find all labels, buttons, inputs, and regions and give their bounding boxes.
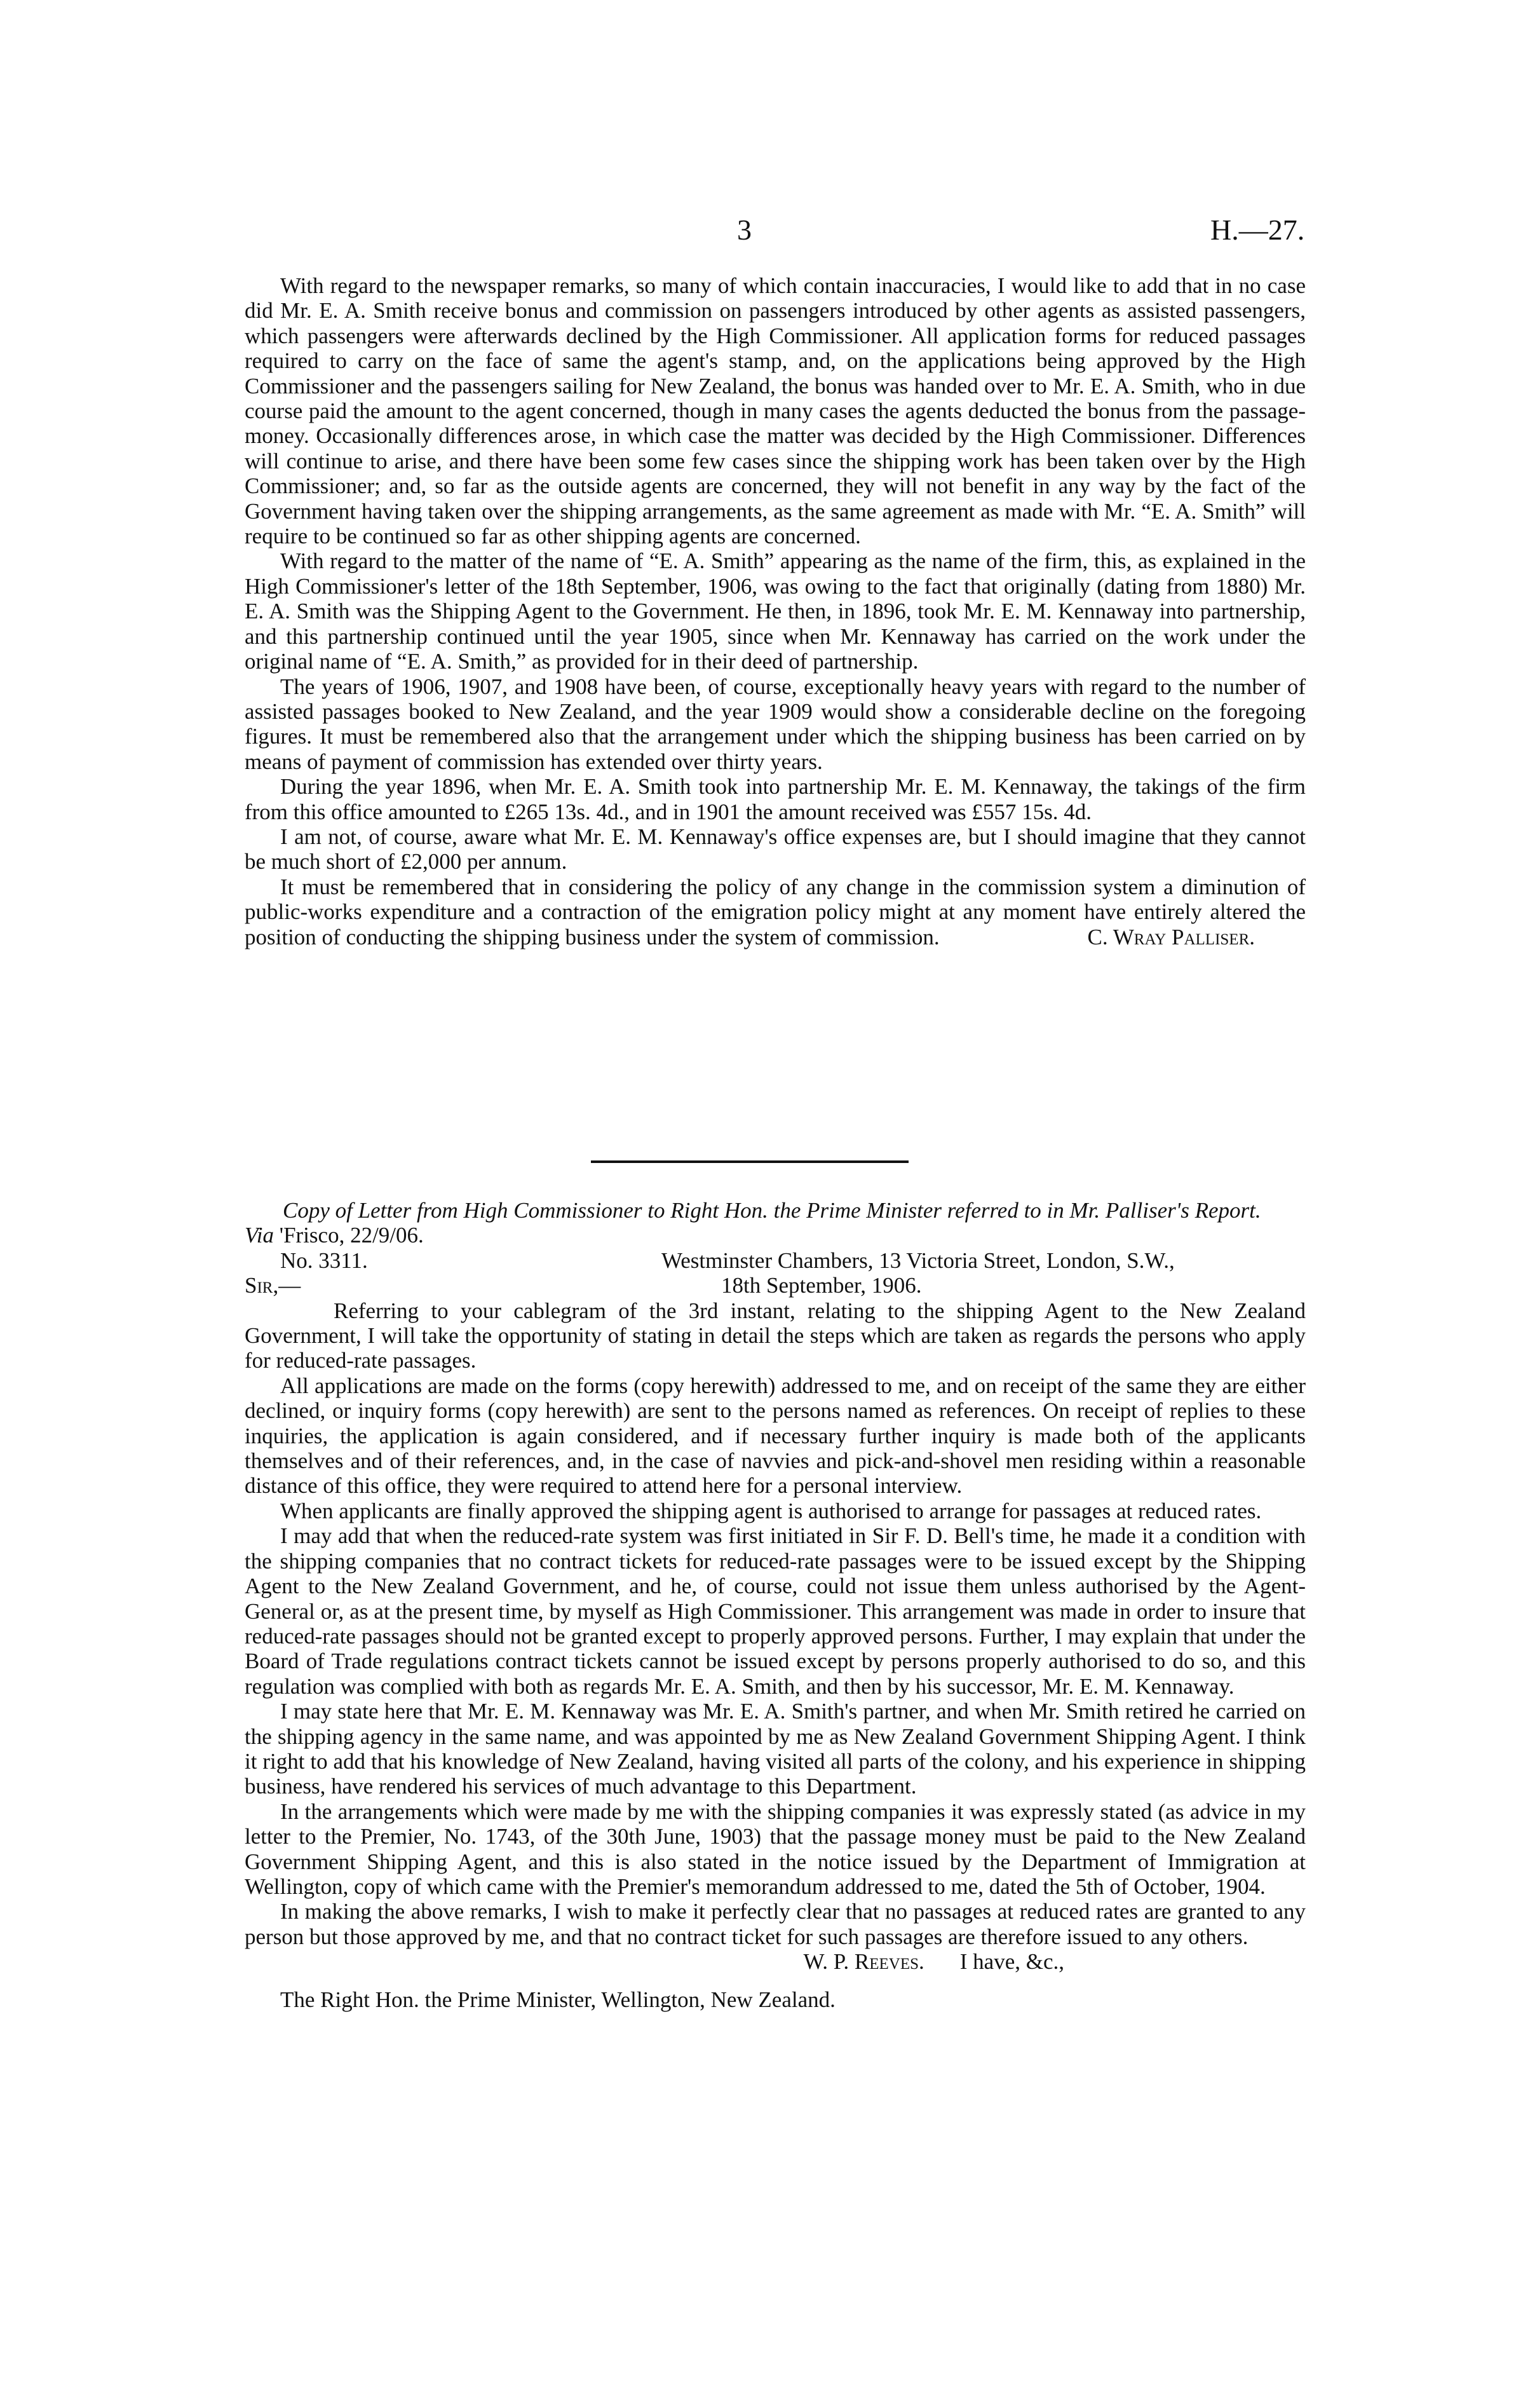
paragraph: When applicants are finally approved the shipping agent is authorised to arrange for passages at reduced rates. — [280, 1498, 1262, 1523]
paragraph: All applications are made on the forms (copy herewith) addressed to me, and on receipt of the same they are either declined, or inquiry forms (copy herewith) are sent to the persons named as references. On receipt of replies to these inquiries, the application is again considered, and if necessary further inquiry is made both of the applicants themselves and of their references, and, in the case of navvies and pick-and-shovel men residing within a reasonable distance of this office, they were required to attend here for a personal interview. — [245, 1373, 1306, 1499]
addressee: The Right Hon. the Prime Minister, Wellington, New Zealand. — [280, 1987, 836, 2012]
letter-caption: Copy of Letter from High Commissioner to Right Hon. the Prime Minister referred to in Mr. Palliser's Report. — [283, 1198, 1261, 1223]
letter-number: No. 3311. — [280, 1248, 368, 1273]
date-row — [245, 1273, 1306, 1298]
page-number: 3 — [737, 214, 752, 246]
via-label: Via — [245, 1223, 274, 1248]
address-row — [245, 1248, 1306, 1273]
paragraph: With regard to the newspaper remarks, so many of which contain inaccuracies, I would like to add that in no case did Mr. E. A. Smith receive bonus and commission on passengers introduced by other agents as assisted passengers, which passengers were afterwards declined by the High Commissioner. All application forms for reduced passages required to carry on the face of same the agent's stamp, and, on the applications being approved by the High Commissioner and the passengers sailing for New Zealand, the bonus was handed over to Mr. E. A. Smith, who in due course paid the amount to the agent concerned, though in many cases the agents deducted the bonus from the passage-money. Occasionally differences arose, in which case the matter was decided by the High Commissioner. Differences will continue to arise, and there have been some few cases since the shipping work has been taken over by the High Commissioner; and, so far as the outside agents are concerned, they will not benefit in any way by the fact of the Government having taken over the shipping arrangements, as the same agreement as made with Mr. “E. A. Smith” will require to be continued so far as other shipping agents are concerned. — [245, 273, 1306, 549]
paragraph — [245, 874, 1306, 949]
paragraph-text: In making the above remarks, I wish to make it perfectly clear that no passages at reduced rates are granted to any person but those approved by me, and that no contract ticket for such passages are therefore issued to any others. — [245, 1899, 1306, 1949]
report-section — [245, 273, 1306, 949]
letter-date: 18th September, 1906. — [721, 1273, 922, 1298]
paragraph-text: It must be remembered that in considering the policy of any change in the commission system a diminution of public-works expenditure and a contraction of the emigration policy might at any moment have entirely altered the position of conducting the shipping business under the system of commission. — [245, 874, 1306, 949]
paragraph: With regard to the matter of the name of “E. A. Smith” appearing as the name of the firm, this, as explained in the High Commissioner's letter of the 18th September, 1906, was owing to the fact that originally (dating from 1880) Mr. E. A. Smith was the Shipping Agent to the Government. He then, in 1896, took Mr. E. M. Kennaway into partnership, and this partnership continued until the year 1905, since when Mr. Kennaway has carried on the work under the original name of “E. A. Smith,” as provided for in their deed of partnership. — [245, 548, 1306, 674]
signature: C. Wray Palliser. — [1087, 924, 1255, 949]
document-reference: H.—27. — [1210, 214, 1305, 246]
signature: W. P. Reeves. — [803, 1949, 924, 1975]
paragraph: I am not, of course, aware what Mr. E. M. Kennaway's office expenses are, but I should imagine that they cannot be much short of £2,000 per annum. — [245, 824, 1306, 874]
paragraph: The years of 1906, 1907, and 1908 have been, of course, exceptionally heavy years with regard to the number of assisted passages booked to New Zealand, and the year 1909 would show a considerable decline on the foregoing figures. It must be remembered also that the arrangement under which the shipping business has been carried on by means of payment of commission has extended over thirty years. — [245, 674, 1306, 774]
paragraph: Referring to your cablegram of the 3rd instant, relating to the shipping Agent to the New Zealand Government, I will take the opportunity of stating in detail the steps which are taken as regards the persons who apply for reduced-rate passages. — [245, 1298, 1306, 1373]
via-text: 'Frisco, 22/9/06. — [279, 1223, 424, 1248]
divider — [591, 1160, 909, 1163]
paragraph: I may state here that Mr. E. M. Kennaway was Mr. E. A. Smith's partner, and when Mr. Smith retired he carried on the shipping agency in the same name, and was appointed by me as New Zealand Government Shipping Agent. I think it right to add that his knowledge of New Zealand, having visited all parts of the colony, and his experience in shipping business, have rendered his services of much advantage to this Department. — [245, 1699, 1306, 1799]
via-line — [245, 1223, 1306, 1248]
salutation: Sir,— — [245, 1273, 301, 1298]
paragraph: In the arrangements which were made by me with the shipping companies it was expressly stated (as advice in my letter to the Premier, No. 1743, of the 30th June, 1903) that the passage money must be paid to the New Zealand Government Shipping Agent, and this is also stated in the notice issued by the Department of Immigration at Wellington, copy of which came with the Premier's memorandum addressed to me, dated the 5th of October, 1904. — [245, 1799, 1306, 1899]
sender-address: Westminster Chambers, 13 Victoria Street, London, S.W., — [661, 1248, 1175, 1273]
closing: I have, &c., — [959, 1949, 1064, 1975]
paragraph: I may add that when the reduced-rate system was first initiated in Sir F. D. Bell's time, he made it a condition with the shipping companies that no contract tickets for reduced-rate passages were to be issued except by the Shipping Agent to the New Zealand Government, and he, of course, could not issue them unless authorised by the Agent-General or, as at the present time, by myself as High Commissioner. This arrangement was made in order to insure that reduced-rate passages should not be granted except to properly approved persons. Further, I may explain that under the Board of Trade regulations contract tickets cannot be issued except by persons properly authorised to do so, and this regulation was complied with both as regards Mr. E. A. Smith, and then by his successor, Mr. E. M. Kennaway. — [245, 1523, 1306, 1699]
letter-section — [245, 1198, 1306, 2012]
paragraph: During the year 1896, when Mr. E. A. Smith took into partnership Mr. E. M. Kennaway, the takings of the firm from this office amounted to £265 13s. 4d., and in 1901 the amount received was £557 15s. 4d. — [245, 774, 1306, 824]
